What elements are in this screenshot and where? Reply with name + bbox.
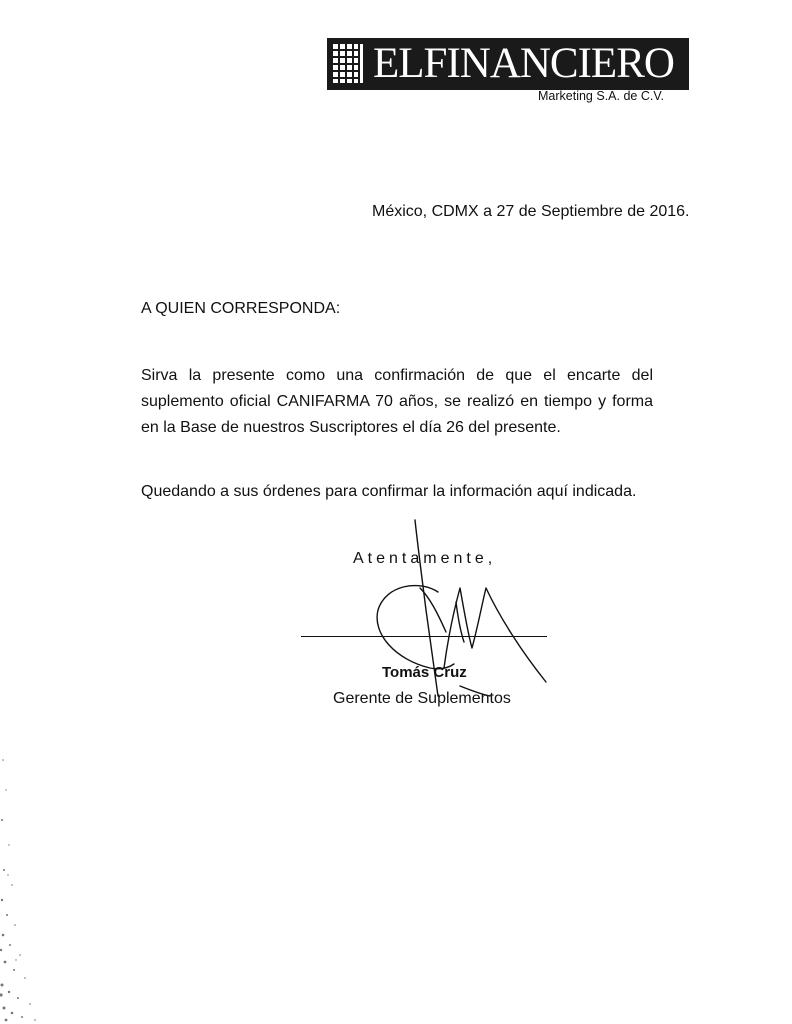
company-logo bbox=[327, 38, 689, 90]
globe-grid-icon bbox=[329, 40, 369, 88]
signer-title: Gerente de Suplementos bbox=[333, 690, 511, 707]
letter-date: México, CDMX a 27 de Septiembre de 2016. bbox=[372, 203, 690, 220]
letter-valediction: Atentamente, bbox=[353, 550, 497, 567]
signature-line bbox=[301, 636, 547, 637]
letter-salutation: A QUIEN CORRESPONDA: bbox=[141, 300, 341, 317]
company-subsidiary: Marketing S.A. de C.V. bbox=[538, 89, 664, 103]
company-name: ELFINANCIERO bbox=[373, 40, 674, 87]
scan-edge-noise bbox=[0, 0, 42, 1024]
signer-name: Tomás Cruz bbox=[382, 664, 467, 681]
handwritten-signature bbox=[360, 518, 560, 718]
letter-body: Sirva la presente como una confirmación de que el encarte del suplemento oficial CANIFARMA 70 años, se realizó en tiempo y forma en la Base de nuestros Suscriptores el día 26 del presente. bbox=[141, 367, 653, 436]
letter-closing: Quedando a sus órdenes para confirmar la información aquí indicada. bbox=[141, 483, 637, 500]
